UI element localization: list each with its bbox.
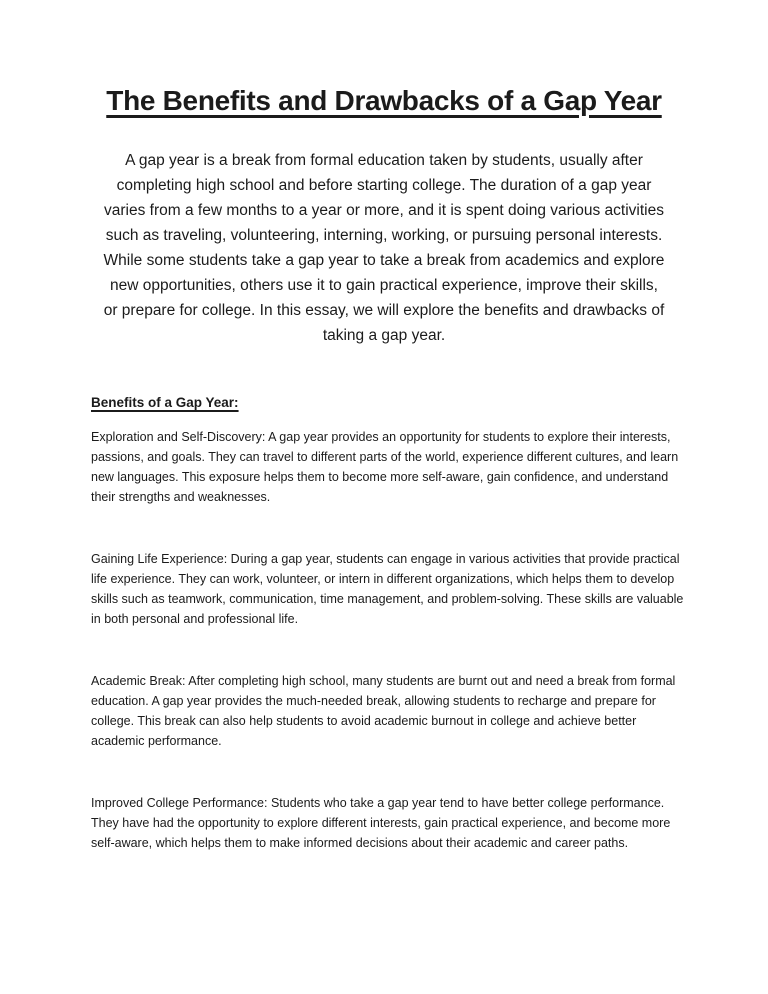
- section-heading-benefits: Benefits of a Gap Year:: [91, 395, 239, 410]
- intro-line: such as traveling, volunteering, interning, working, or pursuing personal interests.: [105, 227, 663, 244]
- intro-line: While some students take a gap year to take a break from academics and explore: [103, 252, 665, 269]
- intro-line: completing high school and before starting college. The duration of a gap year: [116, 177, 652, 194]
- intro-line: varies from a few months to a year or more, and it is spent doing various activities: [104, 202, 664, 219]
- intro-line: new opportunities, others use it to gain practical experience, improve their skills,: [110, 277, 658, 294]
- intro-line: or prepare for college. In this essay, we will explore the benefits and drawbacks of: [103, 302, 665, 319]
- essay-title: The Benefits and Drawbacks of a Gap Year: [106, 85, 662, 116]
- intro-line: A gap year is a break from formal education taken by students, usually after: [125, 152, 643, 169]
- intro-line: taking a gap year.: [322, 327, 446, 344]
- paragraph-academic-break: Academic Break: After completing high school, many students are burnt out and need a break from formal education. A gap year provides the much-needed break, allowing students to recharge and prepare for college. This break can also help students to avoid academic burnout in college and achieve better academic performance.: [91, 674, 676, 748]
- intro-paragraph: [34, 148, 734, 348]
- paragraph-improved-college-performance: Improved College Performance: Students who take a gap year tend to have better college performance. They have had the opportunity to explore different interests, gain practical experience, and become more self-aware, which helps them to make informed decisions about their academic and career paths.: [91, 796, 671, 850]
- paragraph-exploration-self-discovery: Exploration and Self-Discovery: A gap year provides an opportunity for students to explore their interests, passions, and goals. They can travel to different parts of the world, experience different cultures, and learn new languages. This exposure helps them to become more self-aware, gain confidence, and understand their strengths and weaknesses.: [91, 430, 679, 504]
- paragraph-gaining-life-experience: Gaining Life Experience: During a gap year, students can engage in various activities that provide practical life experience. They can work, volunteer, or intern in different organizations, which helps them to develop skills such as teamwork, communication, time management, and problem-solving. These skills are valuable in both personal and professional life.: [91, 552, 684, 626]
- benefits-section: [91, 394, 689, 853]
